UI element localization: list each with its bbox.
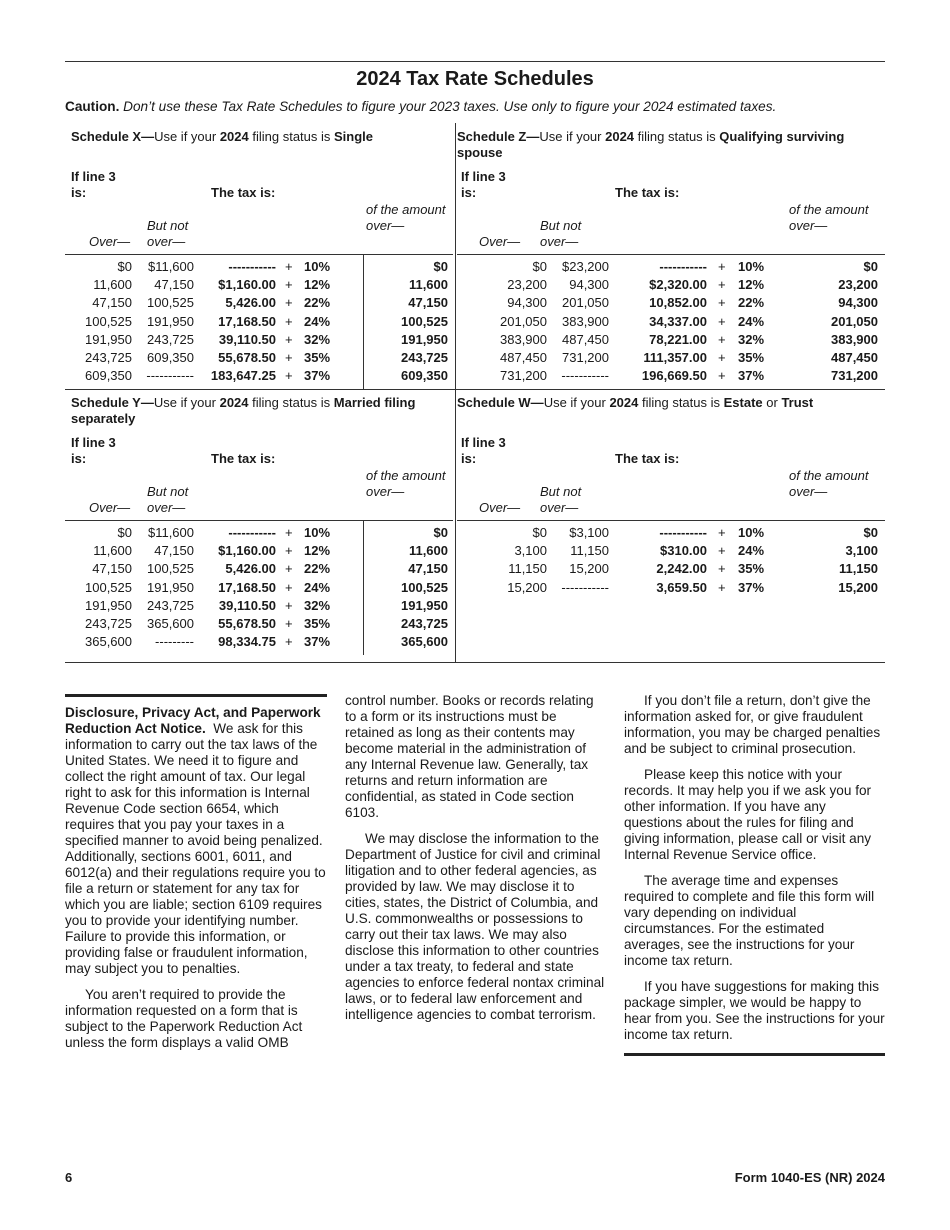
over-cell: 487,450 <box>500 350 547 365</box>
rate-cell: 24% <box>304 313 331 329</box>
base-tax-cell: 183,647.25 <box>210 368 276 384</box>
header-rule <box>457 254 885 255</box>
rate-cell: 32% <box>304 331 331 347</box>
over-cell: $0 <box>117 259 132 274</box>
table-row <box>457 368 885 386</box>
base-tax-cell: 196,669.50 <box>641 368 707 384</box>
notice-paragraph: control number. Books or records relating to a form or its instructions must be retained as long as their contents may become material in the administration of any Internal Revenue law. Generally, tax returns and return information are confidential, as stated in Code section 6103. <box>345 693 594 820</box>
base-tax-cell: 17,168.50 <box>218 579 276 595</box>
table-row <box>457 295 885 313</box>
over-cell: 11,600 <box>93 277 132 293</box>
notice-column-1 <box>65 694 327 1061</box>
over-cell: $0 <box>117 525 132 540</box>
over-cell: 731,200 <box>500 368 547 384</box>
rate-cell: 10% <box>738 259 765 274</box>
plus-sign: + <box>718 561 726 577</box>
but-not-over-cell: 47,150 <box>154 277 194 293</box>
rate-cell: 37% <box>304 368 331 384</box>
but-not-over-header: But not over— <box>147 484 189 515</box>
base-tax-cell: 39,110.50 <box>218 331 276 347</box>
plus-sign: + <box>285 368 293 384</box>
amount-over-cell: 47,150 <box>408 295 448 311</box>
amount-over-cell: 201,050 <box>831 313 878 329</box>
amount-over-cell: 15,200 <box>838 579 878 595</box>
if-line-3-label: If line 3 is: <box>71 435 116 466</box>
but-not-over-cell: $11,600 <box>147 525 194 540</box>
notice-paragraph: If you don’t file a return, don’t give the information asked for, or give fraudulent information, you may be charged penalties and be subject to criminal prosecution. <box>624 693 881 756</box>
schedule-x <box>65 123 453 389</box>
base-tax-cell: 2,242.00 <box>656 561 707 577</box>
amount-over-header: of the amount over— <box>366 468 446 499</box>
plus-sign: + <box>718 543 726 559</box>
schedule-w-title: Schedule W—Use if your 2024 filing status is Estate or Trust <box>457 395 814 410</box>
rate-cell: 35% <box>738 561 765 577</box>
table-row <box>65 277 453 295</box>
over-cell: 201,050 <box>500 313 547 329</box>
rate-cell: 35% <box>304 350 331 365</box>
rate-cell: 22% <box>304 561 331 577</box>
caution-note <box>65 99 895 114</box>
base-tax-cell: 17,168.50 <box>218 313 276 329</box>
amount-over-header: of the amount over— <box>789 468 869 499</box>
but-not-over-cell: 243,725 <box>147 331 194 347</box>
table-row <box>457 543 885 561</box>
tax-is-label: The tax is: <box>615 451 680 466</box>
plus-sign: + <box>285 525 293 540</box>
table-row <box>457 350 885 368</box>
caution-text: Don’t use these Tax Rate Schedules to figure your 2023 taxes. Use only to figure your 2024 estimated taxes. <box>123 99 777 114</box>
amount-over-cell: 191,950 <box>401 597 448 613</box>
amount-over-header: of the amount over— <box>789 202 869 233</box>
notice-column-3 <box>624 693 886 1053</box>
over-cell: 100,525 <box>85 313 132 329</box>
base-tax-cell: $310.00 <box>660 543 707 559</box>
amount-over-cell: $0 <box>433 259 448 274</box>
but-not-over-cell: 201,050 <box>562 295 609 311</box>
but-not-over-cell: 15,200 <box>569 561 609 577</box>
base-tax-cell: 98,334.75 <box>218 634 276 650</box>
header-rule <box>65 254 453 255</box>
but-not-over-cell: $23,200 <box>562 259 609 274</box>
table-row <box>65 525 453 543</box>
schedule-x-title: Schedule X—Use if your 2024 filing status is Single <box>71 129 374 144</box>
but-not-over-header: But not over— <box>147 218 189 249</box>
over-cell: 11,600 <box>93 543 132 559</box>
tax-is-label: The tax is: <box>211 185 276 200</box>
base-tax-cell: 39,110.50 <box>218 597 276 613</box>
amount-over-cell: $0 <box>433 525 448 540</box>
plus-sign: + <box>285 350 293 365</box>
base-tax-cell: 10,852.00 <box>649 295 707 311</box>
notice-paragraph: The average time and expenses required to complete and file this form will vary depending on individual circumstances. For the estimated averages, see the instructions for your income tax return. <box>624 873 875 968</box>
plus-sign: + <box>285 597 293 613</box>
base-tax-cell: $1,160.00 <box>218 277 276 293</box>
table-row <box>457 277 885 295</box>
rate-cell: 10% <box>738 525 765 540</box>
but-not-over-cell: 191,950 <box>147 579 194 595</box>
base-tax-cell: $2,320.00 <box>649 277 707 293</box>
but-not-over-cell: 731,200 <box>562 350 609 365</box>
amount-over-cell: 11,150 <box>838 561 878 577</box>
plus-sign: + <box>718 525 726 540</box>
base-tax-cell: 5,426.00 <box>225 295 276 311</box>
over-header: Over— <box>89 500 131 515</box>
over-header: Over— <box>479 500 521 515</box>
but-not-over-cell: 100,525 <box>147 295 194 311</box>
plus-sign: + <box>285 634 293 650</box>
plus-sign: + <box>285 616 293 631</box>
rate-cell: 22% <box>738 295 765 311</box>
over-cell: 11,150 <box>508 561 547 577</box>
over-cell: 47,150 <box>92 295 132 311</box>
if-line-3-label: If line 3 is: <box>461 169 506 200</box>
over-cell: $0 <box>532 525 547 540</box>
notice-paragraph: Please keep this notice with your records. It may help you if we ask you for other information. If you have any questions about the rules for filing and giving information, please call or visit any Internal Revenue Service office. <box>624 767 872 862</box>
over-cell: 94,300 <box>507 295 547 311</box>
base-tax-cell: ----------- <box>228 259 276 274</box>
amount-over-cell: 100,525 <box>401 313 448 329</box>
base-tax-cell: 34,337.00 <box>649 313 707 329</box>
plus-sign: + <box>285 579 293 595</box>
rate-cell: 37% <box>304 634 331 650</box>
table-row <box>457 332 885 350</box>
notice-column-2 <box>345 693 607 1033</box>
over-cell: 15,200 <box>507 579 547 595</box>
base-tax-cell: ----------- <box>659 525 707 540</box>
page-title: 2024 Tax Rate Schedules <box>356 68 594 90</box>
over-cell: 243,725 <box>85 616 132 631</box>
if-line-3-label: If line 3 is: <box>461 435 506 466</box>
schedule-w <box>457 389 885 655</box>
table-row <box>65 368 453 386</box>
over-cell: 23,200 <box>507 277 547 293</box>
notice-heading: Disclosure, Privacy Act, and Paperwork Reduction Act Notice. <box>65 705 321 736</box>
over-cell: 191,950 <box>85 597 132 613</box>
page-number: 6 <box>65 1170 73 1185</box>
over-cell: 243,725 <box>85 350 132 365</box>
rate-cell: 35% <box>738 350 765 365</box>
table-row <box>457 580 885 598</box>
plus-sign: + <box>718 259 726 274</box>
base-tax-cell: $1,160.00 <box>218 543 276 559</box>
over-cell: $0 <box>532 259 547 274</box>
schedule-z-title: Schedule Z—Use if your 2024 filing status is Qualifying surviving spouse <box>457 129 845 160</box>
but-not-over-cell: 100,525 <box>147 561 194 577</box>
notice-paragraph: If you have suggestions for making this package simpler, we would be happy to hear from you. See the instructions for your income tax return. <box>624 979 885 1042</box>
table-row <box>65 634 453 652</box>
rate-cell: 37% <box>738 368 765 384</box>
base-tax-cell: 55,678.50 <box>218 350 276 365</box>
over-cell: 365,600 <box>85 634 132 650</box>
over-cell: 383,900 <box>500 331 547 347</box>
base-tax-cell: 55,678.50 <box>218 616 276 631</box>
table-row <box>65 616 453 634</box>
base-tax-cell: ----------- <box>228 525 276 540</box>
rate-cell: 35% <box>304 616 331 631</box>
but-not-over-header: But not over— <box>540 484 582 515</box>
plus-sign: + <box>718 368 726 384</box>
base-tax-cell: 5,426.00 <box>225 561 276 577</box>
amount-over-cell: 11,600 <box>408 277 448 293</box>
table-row <box>65 561 453 579</box>
rate-cell: 24% <box>738 543 765 559</box>
amount-over-cell: $0 <box>863 525 878 540</box>
schedule-y-title: Schedule Y—Use if your 2024 filing status is Married filing separately <box>71 395 416 426</box>
plus-sign: + <box>285 543 293 559</box>
over-cell: 191,950 <box>85 331 132 347</box>
amount-over-cell: 191,950 <box>401 331 448 347</box>
schedule-z <box>457 123 885 389</box>
table-row <box>65 350 453 368</box>
plus-sign: + <box>718 313 726 329</box>
notice-paragraph: We may disclose the information to the Department of Justice for civil and criminal litigation and to other federal agencies, as provided by law. We may disclose it to cities, states, the District of Columbia, and U.S. commonwealths or possessions to carry out their tax laws. We may also disclose this information to other countries under a tax treaty, to federal and state agencies to enforce federal nontax criminal laws, or to federal law enforcement and intelligence agencies to combat terrorism. <box>345 831 605 1022</box>
table-row <box>65 332 453 350</box>
but-not-over-header: But not over— <box>540 218 582 249</box>
amount-over-header: of the amount over— <box>366 202 446 233</box>
caution-label: Caution. <box>65 99 120 114</box>
but-not-over-cell: $3,100 <box>569 525 609 540</box>
table-row <box>65 580 453 598</box>
tax-is-label: The tax is: <box>211 451 276 466</box>
but-not-over-cell: --------- <box>155 634 194 650</box>
rate-cell: 22% <box>304 295 331 311</box>
table-row <box>65 543 453 561</box>
table-row <box>457 525 885 543</box>
notice-paragraph: Disclosure, Privacy Act, and Paperwork Reduction Act Notice. We ask for this information to carry out the tax laws of the United States. We need it to figure and collect the right amount of tax. Our legal right to ask for this information is Internal Revenue Code section 6654, which requires that you pay your taxes in a specified manner to avoid being penalized. Additionally, sections 6001, 6011, and 6012(a) and their regulations require you to file a return or statement for any tax for which you are liable; section 6109 requires you to provide your identifying number. Failure to provide this information, or providing false or fraudulent information, may subject you to penalties. <box>65 705 326 976</box>
if-line-3-label: If line 3 is: <box>71 169 116 200</box>
top-rule <box>65 61 885 62</box>
rate-cell: 12% <box>738 277 765 293</box>
base-tax-cell: 78,221.00 <box>649 331 707 347</box>
tax-is-label: The tax is: <box>615 185 680 200</box>
plus-sign: + <box>285 331 293 347</box>
form-name: Form 1040-ES (NR) 2024 <box>734 1170 885 1185</box>
notice-end-rule <box>624 1053 885 1056</box>
header-rule <box>65 520 453 521</box>
amount-over-cell: 94,300 <box>838 295 878 311</box>
table-row <box>65 295 453 313</box>
table-row <box>65 259 453 277</box>
plus-sign: + <box>718 295 726 311</box>
over-cell: 100,525 <box>85 579 132 595</box>
amount-over-cell: $0 <box>863 259 878 274</box>
but-not-over-cell: 487,450 <box>562 331 609 347</box>
but-not-over-cell: ----------- <box>561 368 609 384</box>
plus-sign: + <box>718 277 726 293</box>
amount-over-cell: 487,450 <box>831 350 878 365</box>
plus-sign: + <box>718 579 726 595</box>
table-row <box>457 561 885 579</box>
table-row <box>65 598 453 616</box>
plus-sign: + <box>285 277 293 293</box>
plus-sign: + <box>285 561 293 577</box>
schedule-y <box>65 389 453 655</box>
plus-sign: + <box>718 350 726 365</box>
but-not-over-cell: 243,725 <box>147 597 194 613</box>
table-row <box>457 314 885 332</box>
rate-cell: 10% <box>304 259 331 274</box>
header-rule <box>457 520 885 521</box>
but-not-over-cell: $11,600 <box>147 259 194 274</box>
amount-over-cell: 100,525 <box>401 579 448 595</box>
base-tax-cell: ----------- <box>659 259 707 274</box>
but-not-over-cell: 191,950 <box>147 313 194 329</box>
tax-rate-schedules <box>65 123 885 663</box>
column-divider <box>455 123 456 662</box>
rate-cell: 12% <box>304 543 331 559</box>
over-cell: 3,100 <box>514 543 547 559</box>
base-tax-cell: 111,357.00 <box>643 350 707 365</box>
rate-cell: 10% <box>304 525 331 540</box>
rate-cell: 24% <box>304 579 331 595</box>
table-row <box>65 314 453 332</box>
amount-over-cell: 11,600 <box>408 543 448 559</box>
over-header: Over— <box>479 234 521 249</box>
plus-sign: + <box>718 331 726 347</box>
but-not-over-cell: ----------- <box>146 368 194 384</box>
plus-sign: + <box>285 295 293 311</box>
plus-sign: + <box>285 313 293 329</box>
over-cell: 609,350 <box>85 368 132 384</box>
amount-over-cell: 3,100 <box>845 543 878 559</box>
rate-cell: 24% <box>738 313 765 329</box>
amount-over-cell: 243,725 <box>401 350 448 365</box>
amount-over-cell: 365,600 <box>401 634 448 650</box>
amount-over-cell: 23,200 <box>838 277 878 293</box>
table-row <box>457 259 885 277</box>
plus-sign: + <box>285 259 293 274</box>
but-not-over-cell: 47,150 <box>154 543 194 559</box>
amount-over-cell: 609,350 <box>401 368 448 384</box>
over-header: Over— <box>89 234 131 249</box>
amount-over-cell: 243,725 <box>401 616 448 631</box>
amount-over-cell: 731,200 <box>831 368 878 384</box>
but-not-over-cell: 11,150 <box>570 543 609 559</box>
but-not-over-cell: 365,600 <box>147 616 194 631</box>
over-cell: 47,150 <box>92 561 132 577</box>
rate-cell: 32% <box>738 331 765 347</box>
amount-over-cell: 47,150 <box>408 561 448 577</box>
but-not-over-cell: 94,300 <box>569 277 609 293</box>
but-not-over-cell: ----------- <box>561 579 609 595</box>
amount-over-cell: 383,900 <box>831 331 878 347</box>
base-tax-cell: 3,659.50 <box>656 579 707 595</box>
but-not-over-cell: 383,900 <box>562 313 609 329</box>
notice-paragraph: You aren’t required to provide the information requested on a form that is subject to the Paperwork Reduction Act unless the form displays a valid OMB <box>65 987 303 1050</box>
rate-cell: 37% <box>738 579 765 595</box>
but-not-over-cell: 609,350 <box>147 350 194 365</box>
rate-cell: 12% <box>304 277 331 293</box>
rate-cell: 32% <box>304 597 331 613</box>
